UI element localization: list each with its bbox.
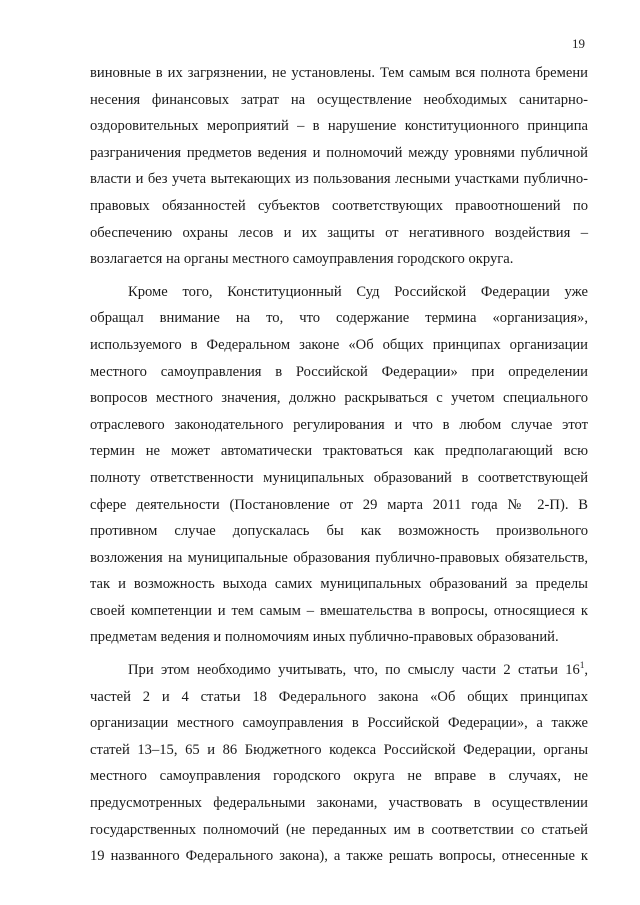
- text-line: правовых обязанностей субъектов соответствующих правоотношений по: [90, 197, 588, 214]
- text-line: организации местного самоуправления в Российской Федерации», а также: [90, 715, 588, 732]
- text-line: Кроме того, Конституционный Суд Российской Федерации уже: [128, 283, 588, 300]
- text-line: 19 названного Федерального закона), а также решать вопросы, отнесенные к: [90, 848, 588, 865]
- text-line: статей 13–15, 65 и 86 Бюджетного кодекса Российской Федерации, органы: [90, 741, 588, 758]
- text-line: полноту ответственности муниципальных образований в соответствующей: [90, 469, 588, 486]
- text-line: так и возможность выхода самих муниципальных образований за пределы: [90, 576, 588, 593]
- paragraph-3: [90, 657, 588, 870]
- text-line: несения финансовых затрат на осуществление необходимых санитарно-: [90, 91, 588, 108]
- text-segment: ,: [584, 662, 588, 679]
- text-line: возложения на муниципальные образования публично-правовых обязательств,: [90, 549, 588, 566]
- text-line: вопросов местного значения, должно раскрываться с учетом специального: [90, 390, 588, 407]
- text-line: возлагается на органы местного самоуправления городского округа.: [90, 251, 514, 268]
- text-line: власти и без учета вытекающих из пользования лесными участками публично-: [90, 171, 588, 188]
- text-line: частей 2 и 4 статьи 18 Федерального закона «Об общих принципах: [90, 688, 588, 705]
- page-number: 19: [572, 36, 585, 51]
- document-body: [90, 60, 588, 870]
- text-line: государственных полномочий (не переданных им в соответствии со статьей: [90, 821, 588, 838]
- text-line: разграничения предметов ведения и полномочий между уровнями публичной: [90, 144, 588, 161]
- superscript: 1: [579, 660, 585, 671]
- text-line: используемого в Федеральном законе «Об общих принципах организации: [90, 336, 588, 353]
- text-line: обеспечению охраны лесов и их защиты от негативного воздействия –: [90, 224, 588, 241]
- text-line: местного самоуправления городского округа не вправе в случаях, не: [90, 768, 588, 785]
- text-line: сфере деятельности (Постановление от 29 марта 2011 года № 2-П). В: [90, 496, 588, 513]
- text-line: отраслевого законодательного регулирования и что в любом случае этот: [90, 416, 588, 433]
- text-line: предметам ведения и полномочиям иных публично-правовых образований.: [90, 629, 559, 646]
- text-line: виновные в их загрязнении, не установлены. Тем самым вся полнота бремени: [90, 65, 588, 81]
- paragraph-2: [90, 279, 588, 651]
- text-line: местного самоуправления в Российской Федерации» при определении: [90, 363, 588, 380]
- text-line: термин не может автоматически трактоваться как предполагающий всю: [90, 443, 588, 460]
- text-line: предусмотренных федеральными законами, участвовать в осуществлении: [90, 795, 588, 812]
- text-line: [90, 657, 588, 684]
- text-segment: При этом необходимо учитывать, что, по смыслу части 2 статьи 16: [128, 662, 580, 679]
- text-line: оздоровительных мероприятий – в нарушение конституционного принципа: [90, 118, 588, 135]
- text-line: обращал внимание на то, что содержание термина «организация»,: [90, 310, 588, 327]
- text-line: противном случае допускалась бы как возможность произвольного: [90, 523, 588, 540]
- text-line: своей компетенции и тем самым – вмешательства в вопросы, относящиеся к: [90, 602, 588, 619]
- paragraph-1: [90, 60, 588, 273]
